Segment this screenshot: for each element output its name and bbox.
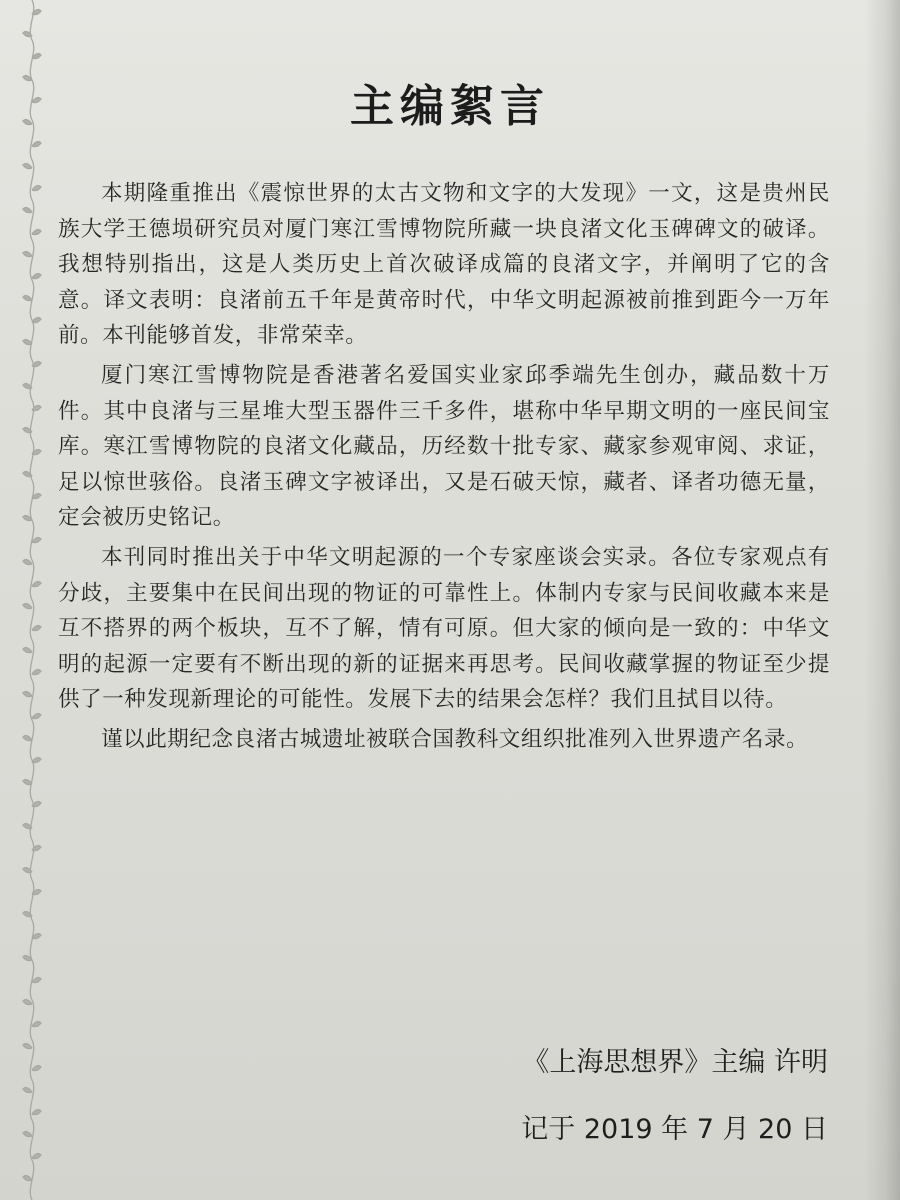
paragraph-3: 本刊同时推出关于中华文明起源的一个专家座谈会实录。各位专家观点有分歧，主要集中在民间出现的物证的可靠性上。体制内专家与民间收藏本来是互不搭界的两个板块，互不了解，情有可原。但大家的倾向是一致的：中华文明的起源一定要有不断出现的新的证据来再思考。民间收藏掌握的物证至少提供了一种发现新理论的可能性。发展下去的结果会怎样？我们且拭目以待。 — [58, 544, 830, 713]
paragraph-4: 谨以此期纪念良渚古城遗址被联合国教科文组织批准列入世界遗产名录。 — [101, 726, 809, 752]
paragraph-2: 厦门寒江雪博物院是香港著名爱国实业家邱季端先生创办，藏品数十万件。其中良渚与三星堆大型玉器件三千多件，堪称中华早期文明的一座民间宝库。寒江雪博物院的良渚文化藏品，历经数十批专家、藏家参观审阅、求证，足以惊世骇俗。良渚玉碑文字被译出，又是石破天惊，藏者、译者功德无量，定会被历史铭记。 — [58, 362, 830, 531]
page-edge-shadow — [864, 0, 900, 1200]
signature-date: 记于 2019 年 7 月 20 日 — [521, 1114, 828, 1145]
decorative-vine-border-icon — [8, 0, 42, 1200]
paragraph-1: 本期隆重推出《震惊世界的太古文物和文字的大发现》一文，这是贵州民族大学王德埙研究员对厦门寒江雪博物院所藏一块良渚文化玉碑碑文的破译。我想特别指出，这是人类历史上首次破译成篇的良渚文字，并阐明了它的含意。译文表明：良渚前五千年是黄帝时代，中华文明起源被前推到距今一万年前。本刊能够首发，非常荣幸。 — [58, 181, 830, 349]
page-title: 主编絮言 — [350, 81, 550, 132]
editor-signature: 《上海思想界》主编 许明 — [522, 1047, 828, 1078]
article-body — [58, 176, 830, 762]
